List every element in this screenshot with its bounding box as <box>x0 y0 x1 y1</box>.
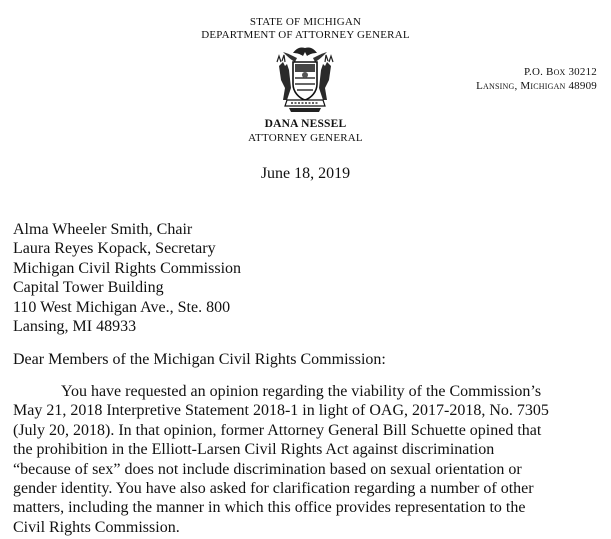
body-line: You have requested an opinion regarding the viability of the Commission’s <box>61 383 542 400</box>
recipient-line: Alma Wheeler Smith, Chair <box>13 221 193 238</box>
attorney-general-name: DANA NESSEL <box>264 118 347 130</box>
recipient-line: Capital Tower Building <box>13 279 164 297</box>
mailing-city: Lansing, Michigan 48909 <box>476 80 597 92</box>
body-line: the prohibition in the Elliott-Larsen Civil Rights Act against discrimination <box>13 441 495 459</box>
attorney-general-title: ATTORNEY GENERAL <box>248 132 363 144</box>
body-line: gender identity. You have also asked for clarification regarding a number of other <box>13 480 534 498</box>
body-line: May 21, 2018 Interpretive Statement 2018-1 in light of OAG, 2017-2018, No. 7305 <box>13 402 549 420</box>
recipient-line: Michigan Civil Rights Commission <box>13 259 242 277</box>
body-line: (July 20, 2018). In that opinion, former Attorney General Bill Schuette opined that <box>13 421 542 439</box>
po-box: P.O. Box 30212 <box>523 66 597 78</box>
salutation: Dear Members of the Michigan Civil Rights Commission: <box>13 351 386 368</box>
recipient-address-block <box>13 220 241 336</box>
department-heading: DEPARTMENT OF ATTORNEY GENERAL <box>201 29 410 41</box>
recipient-line: 110 West Michigan Ave., Ste. 800 <box>13 298 231 316</box>
state-heading: STATE OF MICHIGAN <box>249 16 362 28</box>
recipient-line: Laura Reyes Kopack, Secretary <box>13 240 216 258</box>
michigan-seal-icon <box>273 44 337 114</box>
recipient-line: Lansing, MI 48933 <box>13 318 137 336</box>
body-paragraph <box>13 382 603 537</box>
body-line: Civil Rights Commission. <box>13 518 180 536</box>
letter-date: June 18, 2019 <box>260 165 351 182</box>
body-line: matters, including the manner in which this office provides representation to the <box>13 499 526 517</box>
body-line: “because of sex” does not include discrimination based on sexual orientation or <box>13 460 522 478</box>
